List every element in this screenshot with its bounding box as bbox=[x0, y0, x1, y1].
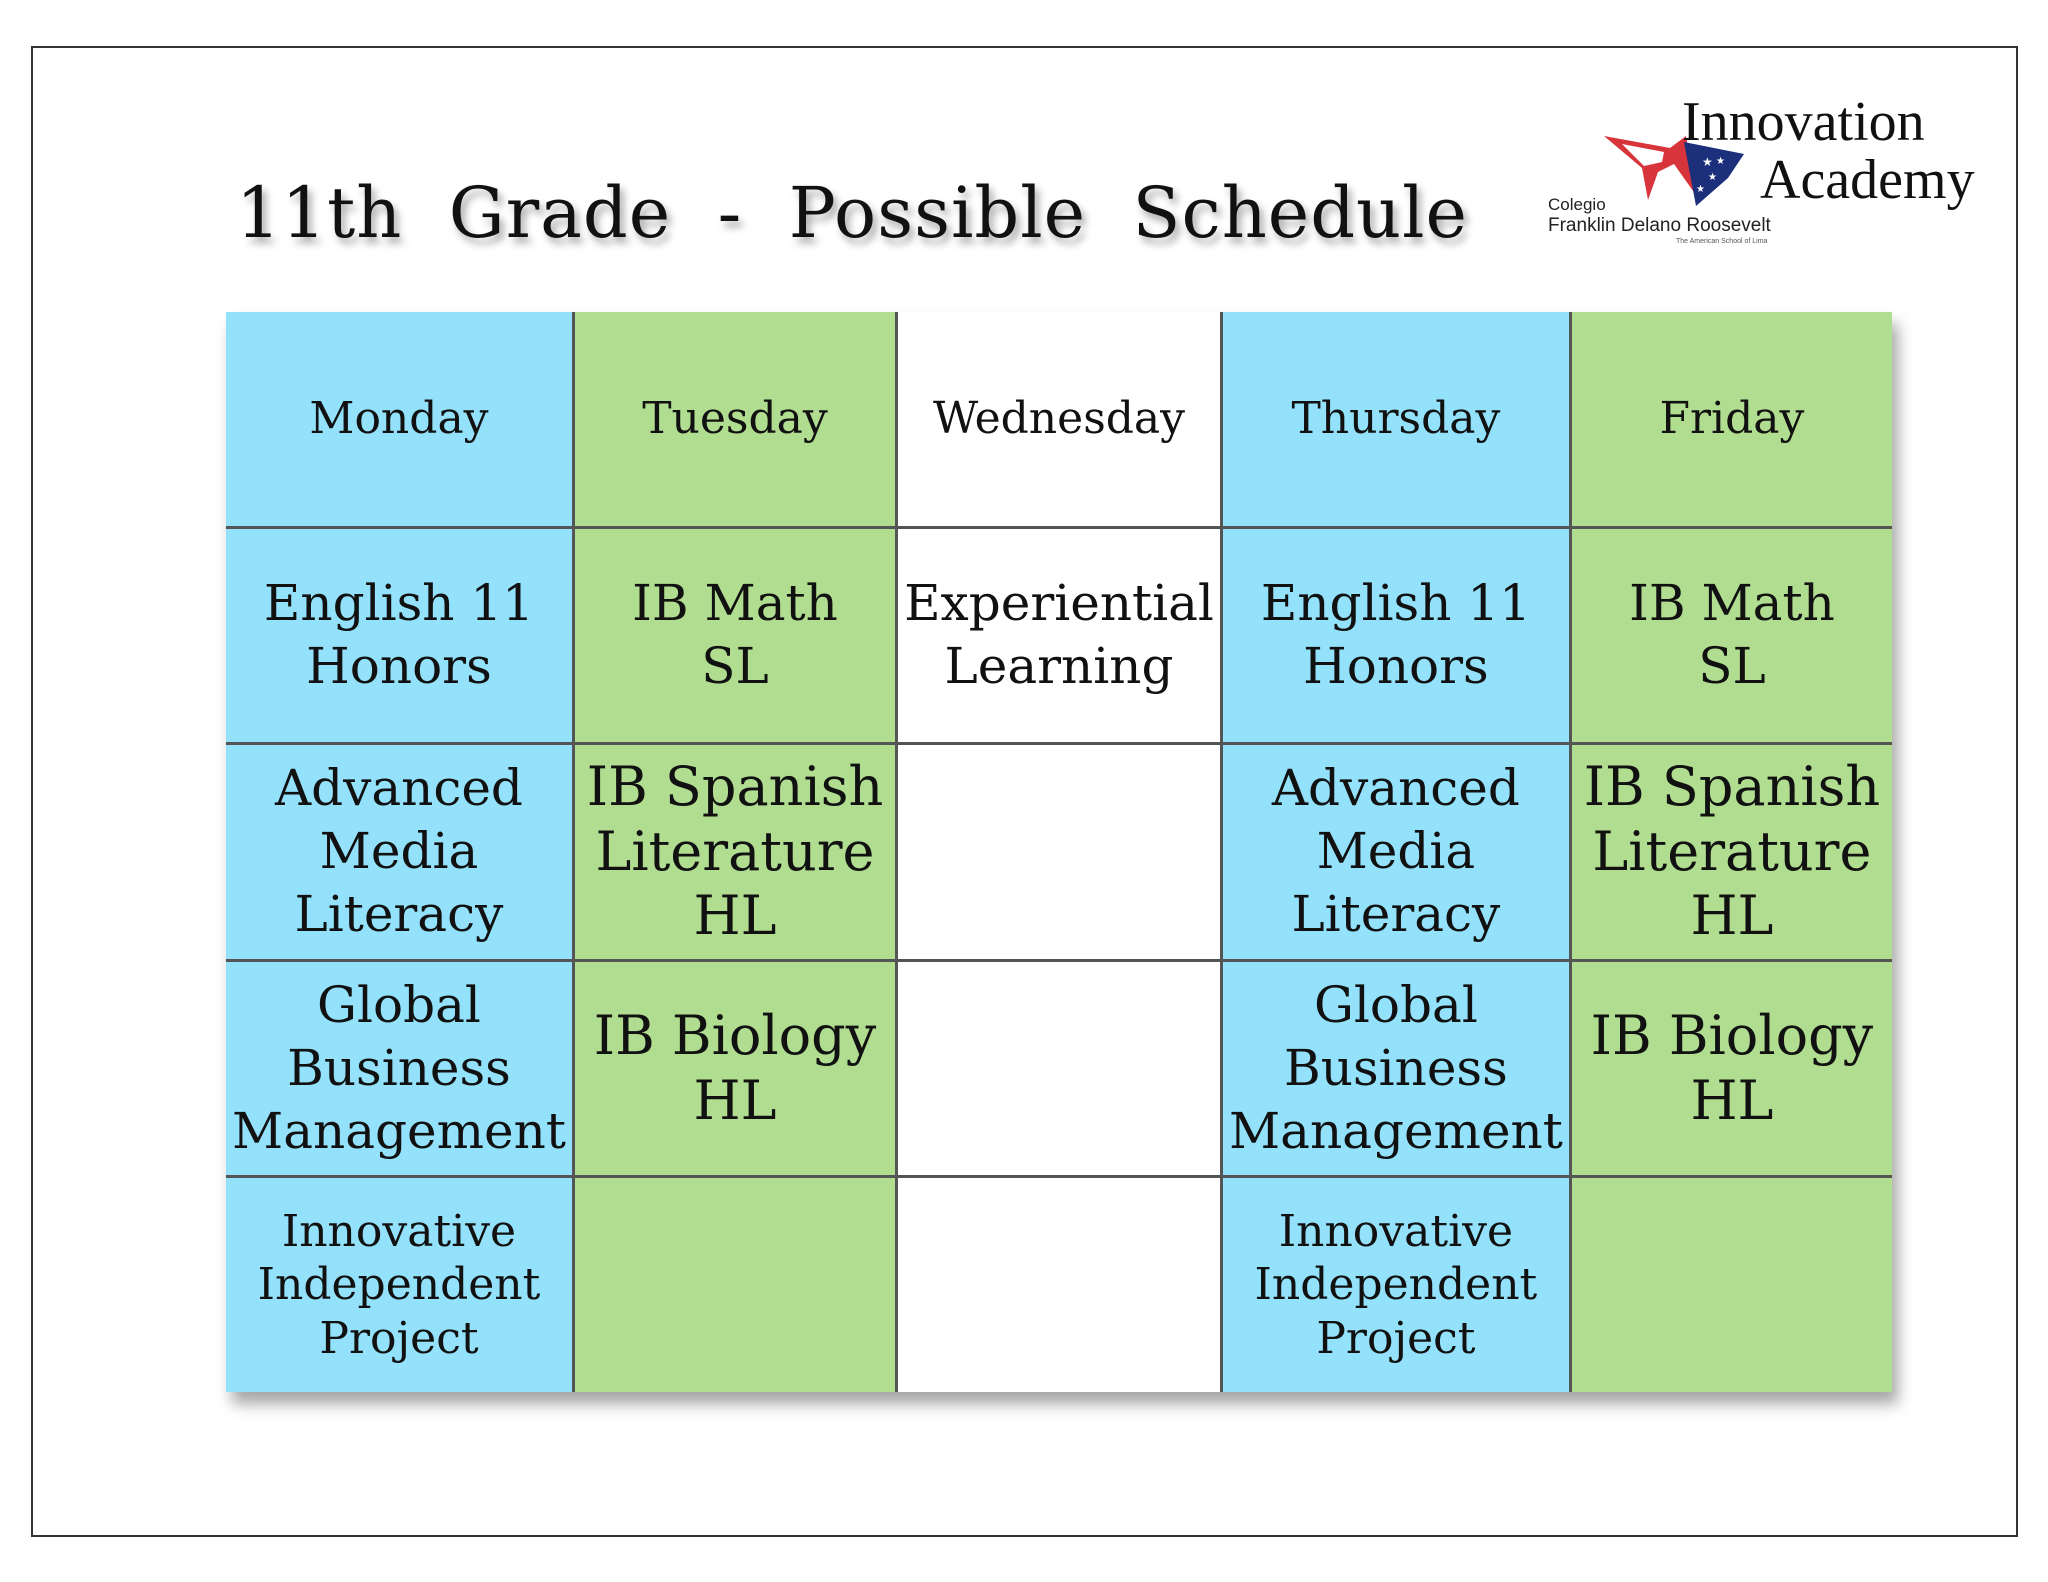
day-label: Wednesday bbox=[932, 392, 1186, 444]
class-name: Experiential Learning bbox=[904, 574, 1214, 696]
class-cell bbox=[1572, 529, 1892, 743]
empty-cell bbox=[898, 745, 1220, 959]
class-name: IB Math SL bbox=[632, 574, 838, 696]
empty-cell bbox=[575, 1178, 895, 1392]
page-title: 11th Grade - Possible Schedule bbox=[236, 172, 1468, 254]
class-name: IB Math SL bbox=[1629, 574, 1835, 696]
logo-tagline: The American School of Lima bbox=[1676, 238, 1768, 245]
class-name: Global Business Management bbox=[1228, 976, 1563, 1161]
class-name: English 11 Honors bbox=[1260, 574, 1531, 696]
day-header-tuesday bbox=[575, 312, 895, 526]
class-cell bbox=[226, 529, 572, 743]
logo-school-name: Franklin Delano Roosevelt bbox=[1548, 215, 1771, 236]
class-name: Advanced Media Literacy bbox=[1271, 759, 1520, 944]
class-cell bbox=[1223, 529, 1569, 743]
class-cell bbox=[575, 962, 895, 1176]
class-cell bbox=[1223, 962, 1569, 1176]
class-name: Global Business Management bbox=[232, 976, 566, 1161]
day-label: Monday bbox=[309, 392, 489, 444]
class-cell bbox=[575, 745, 895, 959]
empty-cell bbox=[1572, 1178, 1892, 1392]
class-cell bbox=[1572, 745, 1892, 959]
class-cell bbox=[226, 745, 572, 959]
day-label: Tuesday bbox=[642, 392, 828, 444]
class-name: Innovative Independent Project bbox=[1254, 1205, 1538, 1365]
svg-text:★: ★ bbox=[1702, 155, 1713, 169]
day-header-friday bbox=[1572, 312, 1892, 526]
class-name: Advanced Media Literacy bbox=[274, 759, 523, 944]
class-cell bbox=[226, 1178, 572, 1392]
class-cell bbox=[226, 962, 572, 1176]
class-cell bbox=[575, 529, 895, 743]
class-cell bbox=[1223, 745, 1569, 959]
innovation-academy-logo bbox=[1548, 92, 1998, 252]
logo-colegio: Colegio bbox=[1548, 195, 1606, 214]
svg-text:★: ★ bbox=[1696, 184, 1705, 195]
logo-line-1: Innovation bbox=[1682, 91, 1925, 153]
day-header-monday bbox=[226, 312, 572, 526]
empty-cell bbox=[898, 962, 1220, 1176]
class-name: IB Spanish Literature HL bbox=[1583, 754, 1881, 948]
svg-text:★: ★ bbox=[1708, 172, 1717, 183]
class-name: IB Biology HL bbox=[593, 1003, 877, 1132]
schedule-table bbox=[226, 312, 1892, 1392]
day-header-thursday bbox=[1223, 312, 1569, 526]
empty-cell bbox=[898, 1178, 1220, 1392]
class-name: IB Biology HL bbox=[1590, 1003, 1874, 1132]
class-name: Innovative Independent Project bbox=[257, 1205, 541, 1365]
day-label: Friday bbox=[1659, 392, 1805, 444]
class-name: IB Spanish Literature HL bbox=[586, 754, 884, 948]
svg-text:★: ★ bbox=[1716, 156, 1725, 167]
logo-line-2: Academy bbox=[1760, 149, 1975, 211]
day-header-wednesday bbox=[898, 312, 1220, 526]
class-name: English 11 Honors bbox=[263, 574, 534, 696]
class-cell bbox=[1223, 1178, 1569, 1392]
day-label: Thursday bbox=[1291, 392, 1501, 444]
class-cell bbox=[1572, 962, 1892, 1176]
class-cell bbox=[898, 529, 1220, 743]
